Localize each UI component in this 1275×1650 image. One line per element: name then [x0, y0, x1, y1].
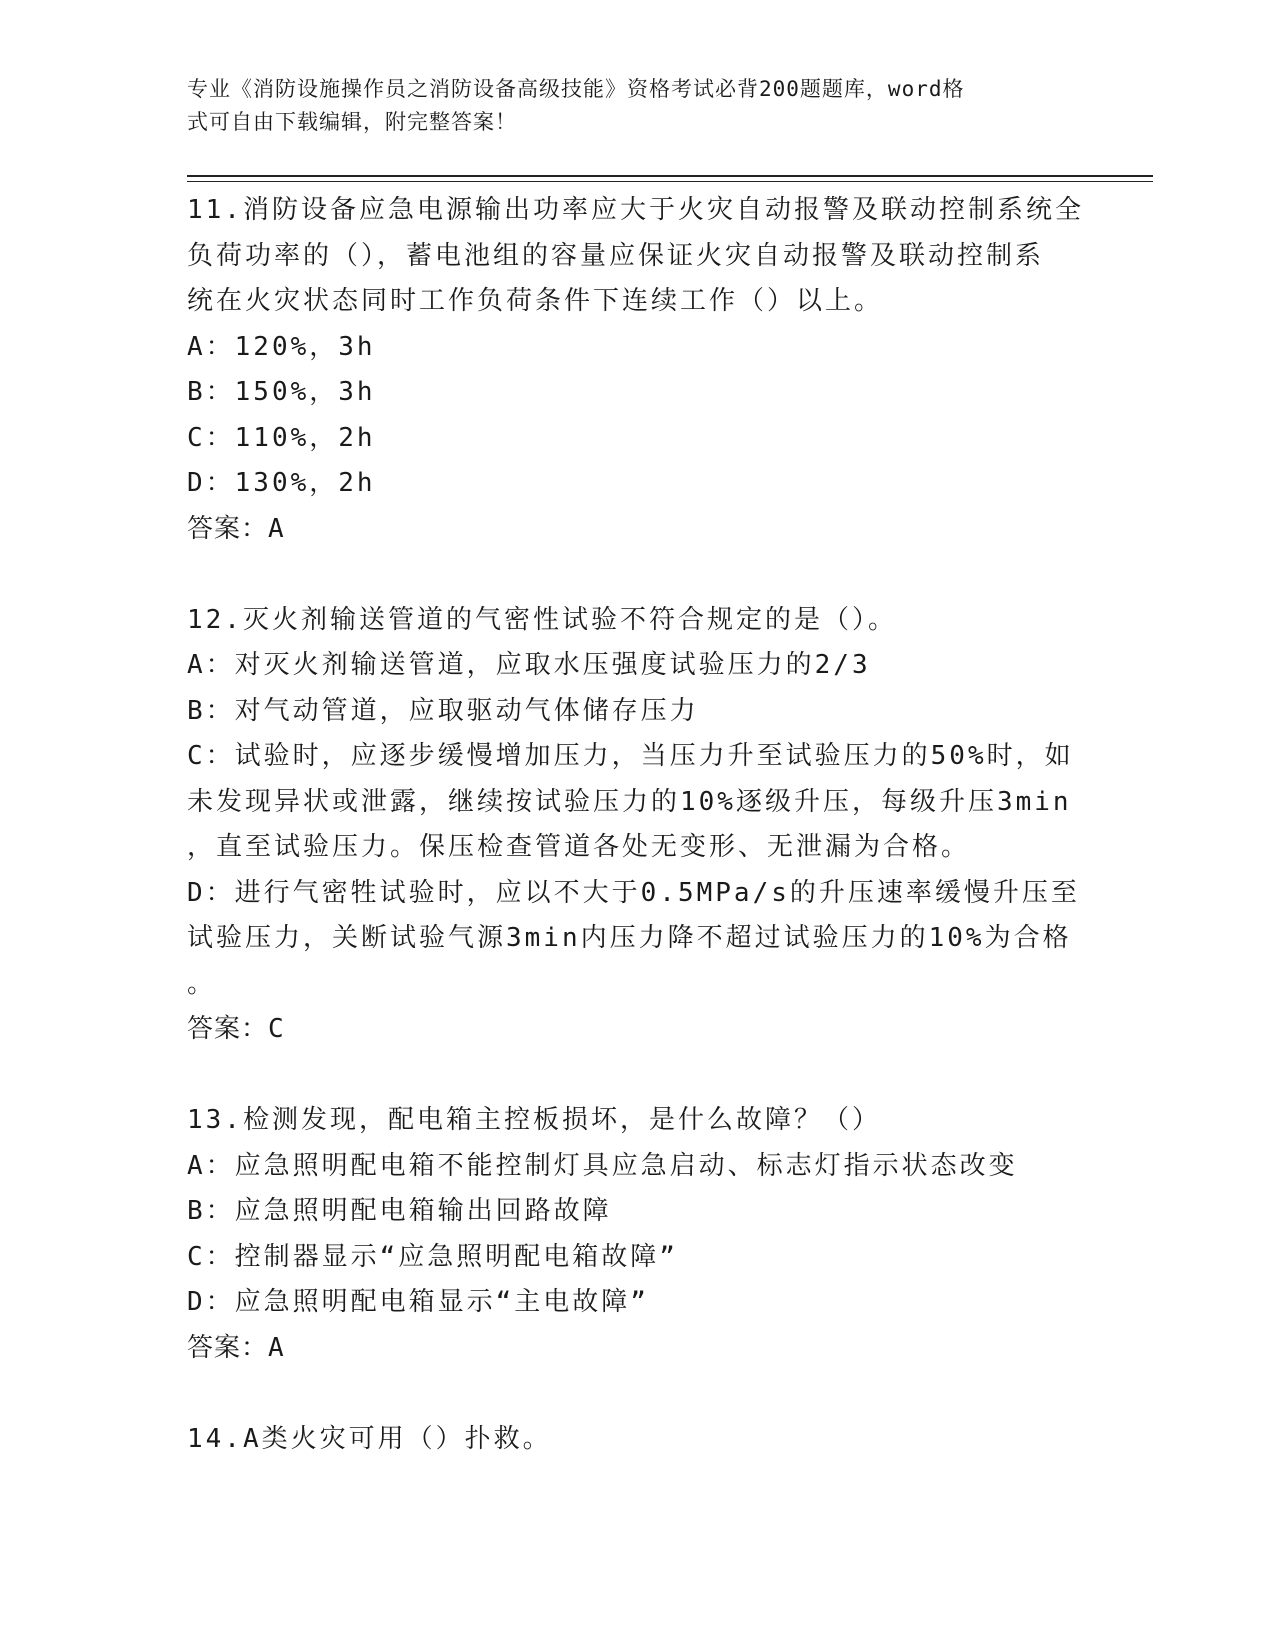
question-stem-line: 12.灭火剂输送管道的气密性试验不符合规定的是（）。 [187, 604, 897, 635]
question-stem-line: 统在火灾状态同时工作负荷条件下连续工作（）以上。 [187, 286, 884, 316]
question-stem-line: 13.检测发现，配电箱主控板损坏，是什么故障？（） [187, 1105, 881, 1135]
question-12 [187, 598, 1087, 1053]
option-a: A：120%，3h [187, 331, 376, 362]
question-spacer [187, 552, 1087, 598]
option-d: D：进行气密牲试验时，应以不大于0.5MPa/s的升压速率缓慢升压至 [187, 877, 1080, 908]
option-d: D：应急照明配电箱显示“主电故障” [187, 1287, 649, 1317]
option-d-continued: 。 [187, 968, 217, 999]
question-stem-line: 11.消防设备应急电源输出功率应大于火灾自动报警及联动控制系统全 [187, 195, 1084, 225]
document-header [187, 73, 1077, 139]
header-line-1: 专业《消防设施操作员之消防设备高级技能》资格考试必背200题题库，word格 [187, 77, 965, 101]
header-divider-thick [187, 175, 1153, 177]
option-a: A：对灭火剂输送管道，应取水压强度试验压力的2/3 [187, 650, 871, 680]
question-11 [187, 188, 1087, 552]
header-divider-thin [187, 181, 1153, 182]
option-c: C：试验时，应逐步缓慢增加压力，当压力升至试验压力的50%时，如 [187, 741, 1074, 771]
option-c-continued: ，直至试验压力。保压检查管道各处无变形、无泄漏为合格。 [187, 832, 971, 862]
option-a: A：应急照明配电箱不能控制灯具应急启动、标志灯指示状态改变 [187, 1150, 1018, 1181]
question-spacer [187, 1371, 1087, 1417]
option-b: B：应急照明配电箱输出回路故障 [187, 1196, 612, 1226]
question-stem-line: 14.A类火灾可用（）扑救。 [187, 1423, 552, 1454]
question-list [187, 188, 1087, 1462]
option-b: B：对气动管道，应取驱动气体储存压力 [187, 695, 699, 726]
question-13 [187, 1098, 1087, 1371]
question-stem-line: 负荷功率的（），蓄电池组的容量应保证火灾自动报警及联动控制系 [187, 240, 1045, 271]
header-line-2: 式可自由下载编辑，附完整答案！ [187, 110, 517, 134]
option-d-continued: 试验压力，关断试验气源3min内压力降不超过试验压力的10%为合格 [187, 923, 1072, 953]
option-c: C：控制器显示“应急照明配电箱故障” [187, 1241, 678, 1272]
option-c: C：110%，2h [187, 422, 376, 453]
answer-line: 答案：A [187, 1332, 285, 1363]
option-d: D：130%，2h [187, 468, 376, 498]
answer-line: 答案：C [187, 1014, 285, 1044]
option-b: B：150%，3h [187, 377, 376, 407]
answer-line: 答案：A [187, 513, 285, 544]
option-c-continued: 未发现异状或泄露，继续按试验压力的10%逐级升压，每级升压3min [187, 786, 1072, 817]
question-14 [187, 1417, 1087, 1463]
question-spacer [187, 1053, 1087, 1099]
